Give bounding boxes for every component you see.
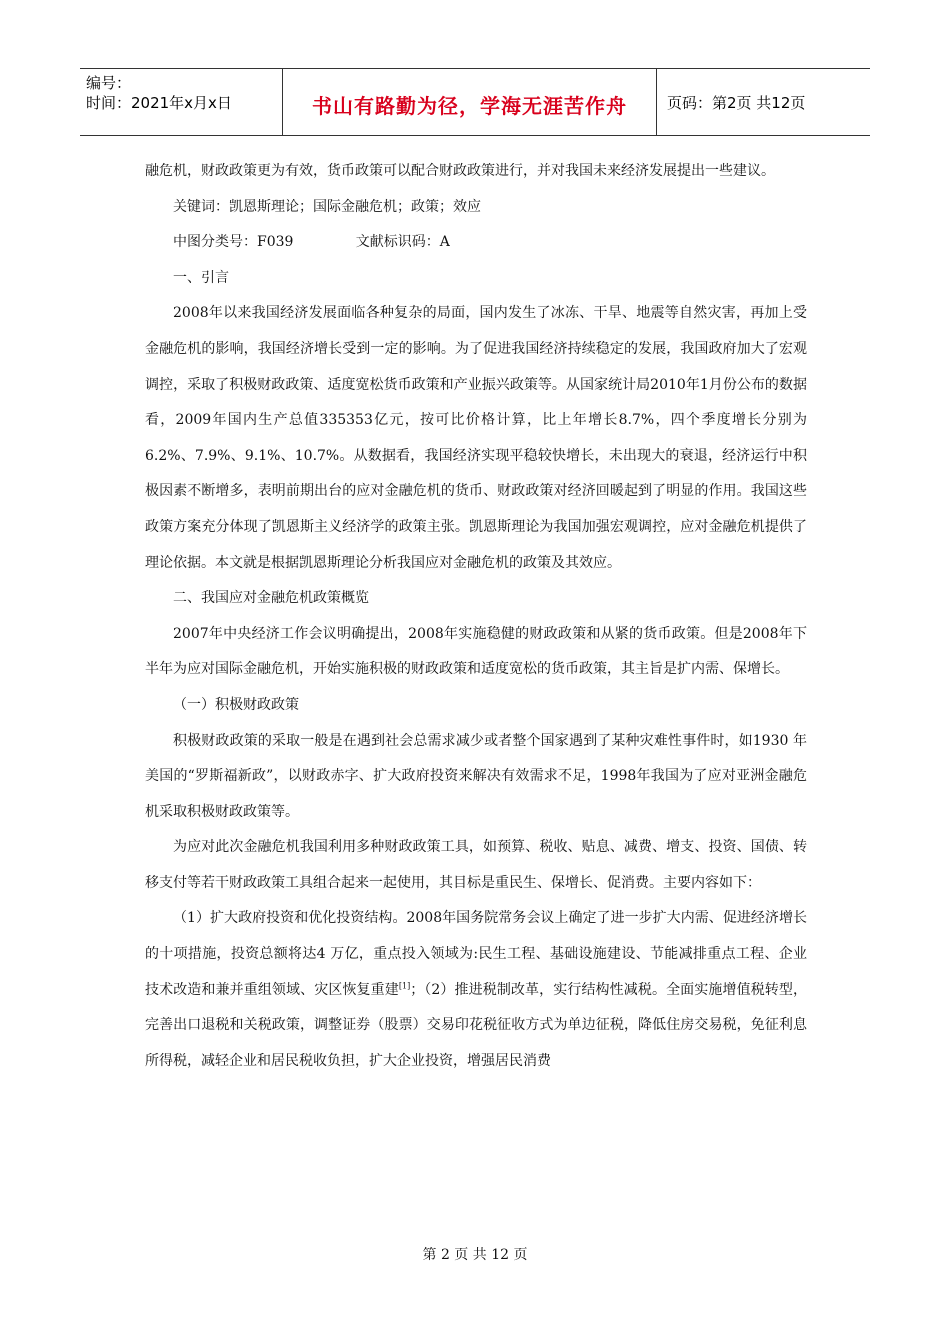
section-heading-policy-overview: 二、我国应对金融危机政策概览: [173, 590, 369, 607]
paragraph-fiscal-measures: [145, 901, 807, 1079]
paragraph-fiscal-tools: 为应对此次金融危机我国利用多种财政政策工具，如预算、税收、贴息、减费、增支、投资、国债、转移支付等若干财政政策工具组合起来一起使用，其目标是重民生、保增长、促消费。主要内容如下：: [145, 839, 807, 891]
document-body: [145, 154, 807, 1079]
abstract-continuation: 融危机，财政政策更为有效，货币政策可以配合财政政策进行，并对我国未来经济发展提出一些建议。: [145, 163, 775, 179]
paragraph-fiscal-definition: 积极财政政策的采取一般是在遇到社会总需求减少或者整个国家遇到了某种灾难性事件时，如1930 年美国的“罗斯福新政”，以财政赤字、扩大政府投资来解决有效需求不足，1998年我国为了应对亚洲金融危机采取积极财政政策等。: [145, 732, 807, 820]
classification-row: [145, 225, 807, 261]
page-header: [80, 68, 870, 136]
measures-text-part2: ；（2）推进税制改革，实行结构性减税。全面实施增值税转型，完善出口退税和关税政策，调整证券（股票）交易印花税征收方式为单边征税，降低住房交易税，免征利息所得税，减轻企业和居民税收负担，扩大企业投资，增强居民消费: [145, 981, 808, 1069]
paragraph-policy-overview: 2007年中央经济工作会议明确提出，2008年实施稳健的财政政策和从紧的货币政策。但是2008年下半年为应对国际金融危机，开始实施积极的财政政策和适度宽松的货币政策，其主旨是扩内需、保增长。: [145, 625, 807, 678]
subsection-heading-fiscal-policy: （一）积极财政政策: [173, 696, 299, 713]
document-number-label: 编号：: [86, 74, 132, 92]
document-code: 文献标识码：A: [355, 234, 450, 251]
keywords: 关键词：凯恩斯理论；国际金融危机；政策；效应: [173, 198, 481, 215]
paragraph-introduction: 2008年以来我国经济发展面临各种复杂的局面，国内发生了冰冻、干旱、地震等自然灾害，再加上受金融危机的影响，我国经济增长受到一定的影响。为了促进我国经济持续稳定的发展，我国政府加大了宏观调控，采取了积极财政政策、适度宽松货币政策和产业振兴政策等。从国家统计局2010年1月份公布的数据看，2009年国内生产总值335353亿元，按可比价格计算，比上年增长8.7%，四个季度增长分别为6.2%、7.9%、9.1%、10.7%。从数据看，我国经济实现平稳较快增长，未出现大的衰退，经济运行中积极因素不断增多，表明前期出台的应对金融危机的货币、财政政策对经济回暖起到了明显的作用。我国这些政策方案充分体现了凯恩斯主义经济学的政策主张。凯恩斯理论为我国加强宏观调控，应对金融危机提供了理论依据。本文就是根据凯恩斯理论分析我国应对金融危机的政策及其效应。: [145, 305, 807, 571]
classification-number: 中图分类号：F039: [173, 234, 294, 251]
header-meta: [80, 69, 283, 135]
page-footer: 第 2 页 共 12 页: [422, 1247, 528, 1263]
document-date: 时间：2021年x月x日: [86, 94, 232, 112]
header-page-info: 页码：第2页 共12页: [667, 93, 806, 112]
section-heading-introduction: 一、引言: [173, 269, 229, 286]
header-motto: 书山有路勤为径，学海无涯苦作舟: [283, 69, 657, 135]
citation-marker: [1]: [398, 981, 411, 990]
measures-text-part1: （1）扩大政府投资和优化投资结构。2008年国务院常务会议上确定了进一步扩大内需、促进经济增长的十项措施，投资总额将达4 万亿，重点投入领域为:民生工程、基础设施建设、节能减排重点工程、企业技术改造和兼并重组领域、灾区恢复重建: [145, 910, 807, 998]
